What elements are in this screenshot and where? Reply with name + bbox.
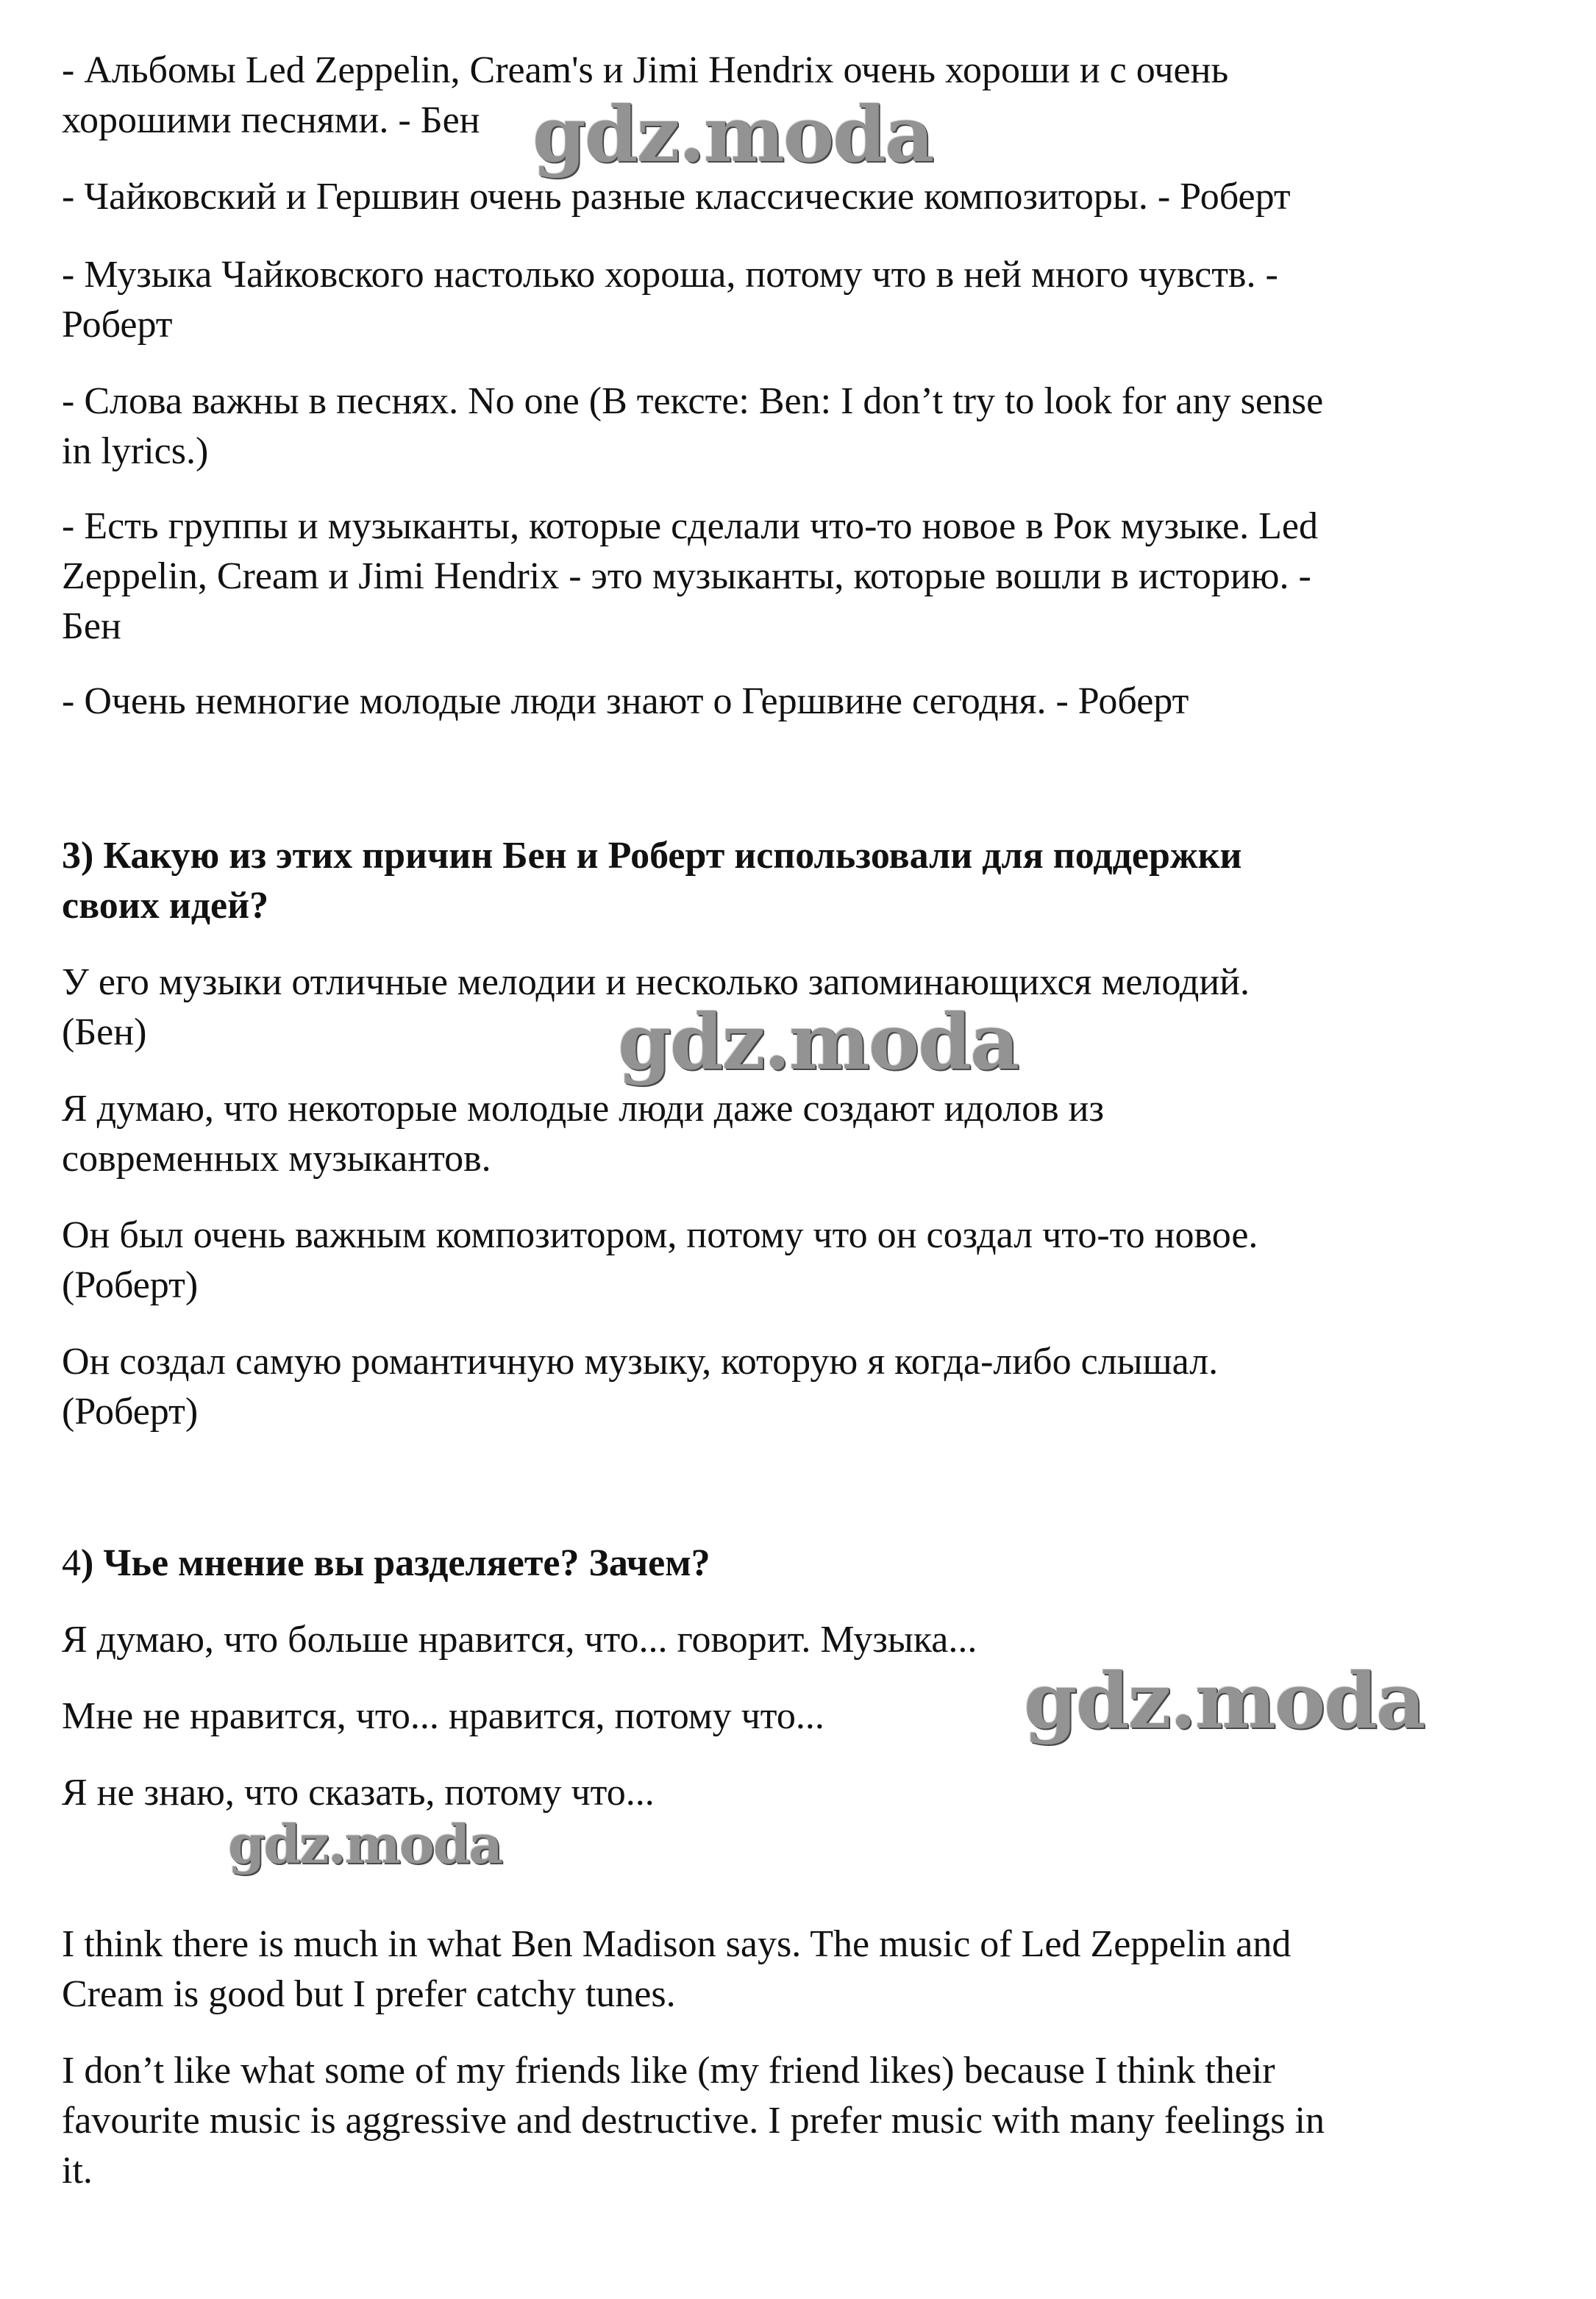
- watermark: gdz.moda: [228, 1813, 502, 1875]
- text-line: Он был очень важным композитором, потому что он создал что-то новое.: [62, 1214, 1258, 1256]
- watermark: gdz.moda: [618, 997, 1019, 1087]
- section-heading-4: [62, 1539, 710, 1589]
- text-line: I think there is much in what Ben Madison says. The music of Led Zeppelin and: [62, 1923, 1292, 1965]
- text-line: Zeppelin, Cream и Jimi Hendrix - это музыканты, которые вошли в историю. -: [62, 555, 1311, 597]
- text-line: Мне не нравится, что... нравится, потому что...: [62, 1695, 824, 1737]
- text-line: Он создал самую романтичную музыку, которую я когда-либо слышал.: [62, 1341, 1219, 1383]
- watermark: gdz.moda: [532, 89, 933, 179]
- text-line: favourite music is aggressive and destructive. I prefer music with many feelings in: [62, 2100, 1325, 2142]
- text-line: - Есть группы и музыканты, которые сделали что-то новое в Рок музыке. Led: [62, 505, 1318, 547]
- text-line: it.: [62, 2150, 93, 2192]
- section-heading-3: своих идей?: [62, 885, 269, 927]
- text-line: Я думаю, что больше нравится, что... говорит. Музыка...: [62, 1619, 977, 1661]
- heading-number: 4: [62, 1542, 81, 1584]
- watermark: gdz.moda: [1024, 1655, 1425, 1746]
- text-line: современных музыкантов.: [62, 1138, 491, 1180]
- text-line: in lyrics.): [62, 430, 209, 472]
- text-line: Роберт: [62, 304, 173, 346]
- section-heading-3: 3) Какую из этих причин Бен и Роберт использовали для поддержки: [62, 835, 1242, 877]
- text-line: (Роберт): [62, 1264, 199, 1306]
- text-line: - Слова важны в песнях. No one (В тексте: Ben: I don’t try to look for any sense: [62, 380, 1324, 422]
- text-line: Бен: [62, 605, 121, 647]
- text-line: - Очень немногие молодые люди знают о Гершвине сегодня. - Роберт: [62, 680, 1189, 722]
- text-line: I don’t like what some of my friends like (my friend likes) because I think their: [62, 2050, 1275, 2092]
- text-line: (Роберт): [62, 1391, 199, 1433]
- text-line: Я не знаю, что сказать, потому что...: [62, 1772, 655, 1814]
- text-line: Cream is good but I prefer catchy tunes.: [62, 1973, 676, 2015]
- text-line: - Альбомы Led Zeppelin, Cream's и Jimi Hendrix очень хороши и с очень: [62, 49, 1229, 91]
- text-line: (Бен): [62, 1011, 147, 1053]
- text-line: хорошими песнями. - Бен: [62, 99, 480, 141]
- text-line: - Музыка Чайковского настолько хороша, потому что в ней много чувств. -: [62, 254, 1278, 296]
- text-line: У его музыки отличные мелодии и несколько запоминающихся мелодий.: [62, 961, 1250, 1003]
- heading-text: ) Чье мнение вы разделяете? Зачем?: [81, 1542, 710, 1584]
- text-line: Я думаю, что некоторые молодые люди даже создают идолов из: [62, 1088, 1105, 1130]
- text-line: - Чайковский и Гершвин очень разные классические композиторы. - Роберт: [62, 176, 1291, 218]
